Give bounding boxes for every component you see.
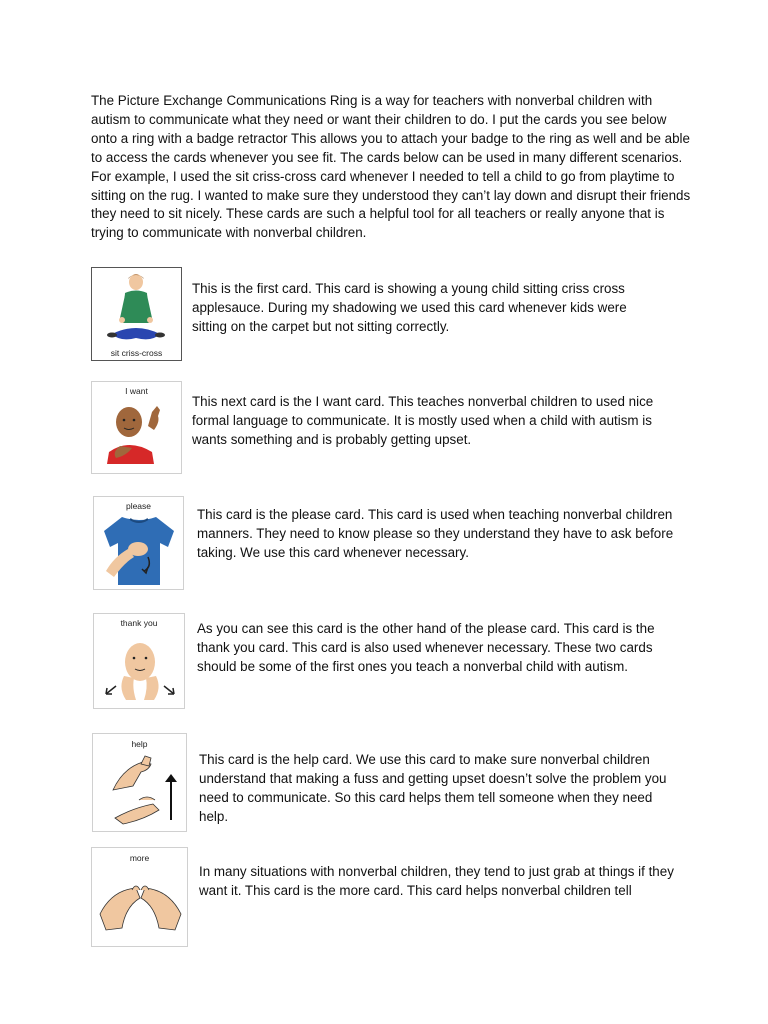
more-gesture-icon: [92, 848, 188, 947]
card-description: This is the first card. This card is showing a young child sitting criss cross applesauce. During my shadowing we used this card whenever kids were sitting on the carpet but not sitting correctly.: [192, 281, 627, 334]
card-label: help: [131, 739, 148, 749]
intro-paragraph: The Picture Exchange Communications Ring is a way for teachers with nonverbal children with autism to communicate what they need or want their children to do. I put the cards you see below onto a ring with a badge retractor This allows you to attach your badge to the ring as well and be able to access the cards whenever you see fit. The cards below can be used in many different scenarios. For example, I used the sit criss-cross card whenever I needed to tell a child to go from playtime to sitting on the rug. I wanted to make sure they understood they can’t lay down and disrupt their friends they need to sit nicely. These cards are such a helpful tool for all teachers or really anyone that is trying to communicate with nonverbal children.: [91, 93, 691, 241]
card-label: please: [125, 501, 152, 511]
please-card-image: [93, 496, 184, 590]
thank-you-card-image: [93, 613, 185, 709]
i-want-card-image: [91, 381, 182, 474]
card-description: This card is the help card. We use this card to make sure nonverbal children understand that making a fuss and getting upset doesn’t solve the problem you need to communicate. So this card helps them tell someone when they need help.: [199, 752, 667, 824]
help-gesture-icon: [93, 734, 187, 832]
card-label: more: [129, 853, 150, 863]
please-gesture-icon: [94, 497, 184, 590]
card-description: This next card is the I want card. This teaches nonverbal children to used nice formal language to communicate. It is mostly used when a child with autism is wants something and is probably getting upset.: [192, 394, 654, 447]
card-description: In many situations with nonverbal children, they tend to just grab at things if they want it. This card is the more card. This card helps nonverbal children tell: [199, 864, 674, 898]
i-want-gesture-icon: [92, 382, 182, 474]
card-description: This card is the please card. This card is used when teaching nonverbal children manners. They need to know please so they understand they have to ask before taking. We use this card whenever necessary.: [197, 507, 674, 560]
card-description: As you can see this card is the other hand of the please card. This card is the thank you card. This card is also used whenever necessary. These two cards should be some of the first ones you teach a nonverbal child with autism.: [197, 621, 655, 674]
card-label: sit criss-cross: [110, 348, 163, 358]
thank-you-gesture-icon: [94, 614, 185, 709]
card-label: I want: [125, 386, 148, 396]
more-card-image: [91, 847, 188, 947]
card-label: thank you: [120, 618, 158, 628]
help-card-image: [92, 733, 187, 832]
sit-criss-cross-card-image: [91, 267, 182, 361]
